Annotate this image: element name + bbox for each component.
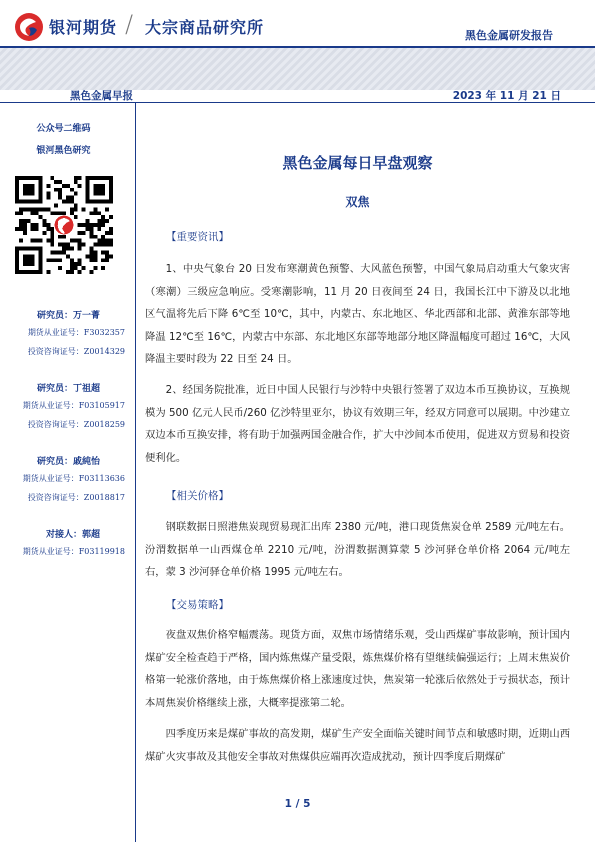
prices-paragraph: 钢联数据日照港焦炭现贸易现汇出库 2380 元/吨，港口现货焦炭仓单 2589 元/吨左右。汾渭数据单一山西煤仓单 2210 元/吨，汾渭数据测算蒙 5 沙河驿仓单价格 2064 元/吨左右，蒙 3 沙河驿仓单价格 1995 元/吨左右。 xyxy=(145,521,570,578)
contact-name: 对接人：郭超 xyxy=(45,530,100,540)
advisory-license: 投资咨询证号：Z0014329 xyxy=(27,347,125,356)
total-pages: 5 xyxy=(303,798,311,810)
futures-license: 期货从业证号：F03119918 xyxy=(22,547,125,556)
news-paragraph-2: 2、经国务院批准，近日中国人民银行与沙特中央银行签署了双边本币互换协议，互换规模为 500 亿元人民币/260 亿沙特里亚尔，协议有效期三年，经双方同意可以展期。中沙建立双边本币互换安排，将有助于加强两国金融合作，扩大中沙间本币使用，促进双方贸易和投资便利化。 xyxy=(145,384,570,464)
futures-license: 期货从业证号：F03113636 xyxy=(22,474,125,483)
analyst-name: 研究员：丁祖超 xyxy=(36,384,100,394)
analyst-name: 研究员：戚純怡 xyxy=(36,457,100,467)
wechat-account-name: 银河黑色研究 xyxy=(36,146,91,156)
section-heading-news: 【重要资讯】 xyxy=(166,231,229,243)
section-heading-prices: 【相关价格】 xyxy=(166,490,229,502)
report-date: 2023 年 11 月 21 日 xyxy=(452,90,561,102)
report-subtitle: 双焦 xyxy=(345,195,370,209)
analyst-name: 研究员：万一菁 xyxy=(36,311,100,321)
qr-code-label: 公众号二维码 xyxy=(36,124,91,134)
brand-name: 银河期货 xyxy=(49,18,118,37)
header-pattern-band xyxy=(0,48,595,90)
institute-name: 大宗商品研究所 xyxy=(145,18,265,37)
report-title: 黑色金属每日早盘观察 xyxy=(282,154,433,172)
futures-license: 期货从业证号：F3032357 xyxy=(27,328,125,337)
news-paragraph-1: 1、中央气象台 20 日发布寒潮黄色预警、大风蓝色预警，中国气象局启动重大气象灾害（寒潮）三级应急响应。受寒潮影响，11 月 20 日夜间至 24 日，我国长江中下游及以北地区气温将先后下降 6℃至 10℃，其中，内蒙古、东北地区、华北西部和北部、黄淮东部等地降温 12℃至 16℃，内蒙古中东部、东北地区东部等地部分地区降温幅度可超过 16℃，大风降温主要时段为 22 日至 24 日。 xyxy=(145,263,570,365)
report-type: 黑色金属研发报告 xyxy=(465,29,553,42)
advisory-license: 投资咨询证号：Z0018259 xyxy=(27,420,125,429)
futures-license: 期货从业证号：F03105917 xyxy=(22,401,125,410)
current-page: 1 xyxy=(284,798,292,810)
sidebar xyxy=(0,103,136,842)
strategy-paragraph-2: 四季度历来是煤矿事故的高发期，煤矿生产安全面临关键时间节点和敏感时期，近期山西煤矿火灾事故及其他安全事故对焦煤供应端再次造成扰动，预计四季度后期煤矿 xyxy=(145,728,570,763)
strategy-paragraph-1: 夜盘双焦价格窄幅震荡。现货方面，双焦市场情绪乐观，受山西煤矿事故影响，预计国内煤矿安全检查趋于严格，国内炼焦煤产量受限，炼焦煤价格有望继续偏强运行；上周末焦炭价格第一轮涨价落地，由于炼焦煤价格上涨速度过快，焦炭第一轮涨后依然处于亏损状态，预计本周焦炭价格继续上涨，大概率提涨第二轮。 xyxy=(145,629,570,709)
qr-code-image[interactable] xyxy=(15,176,113,274)
daily-report-label: 黑色金属早报 xyxy=(70,90,133,102)
header-divider: / xyxy=(125,10,134,38)
galaxy-futures-logo-icon xyxy=(14,12,44,42)
page-separator: / xyxy=(295,798,300,810)
page-number xyxy=(0,798,595,810)
section-heading-strategy: 【交易策略】 xyxy=(166,599,229,611)
advisory-license: 投资咨询证号：Z0018817 xyxy=(27,493,125,502)
